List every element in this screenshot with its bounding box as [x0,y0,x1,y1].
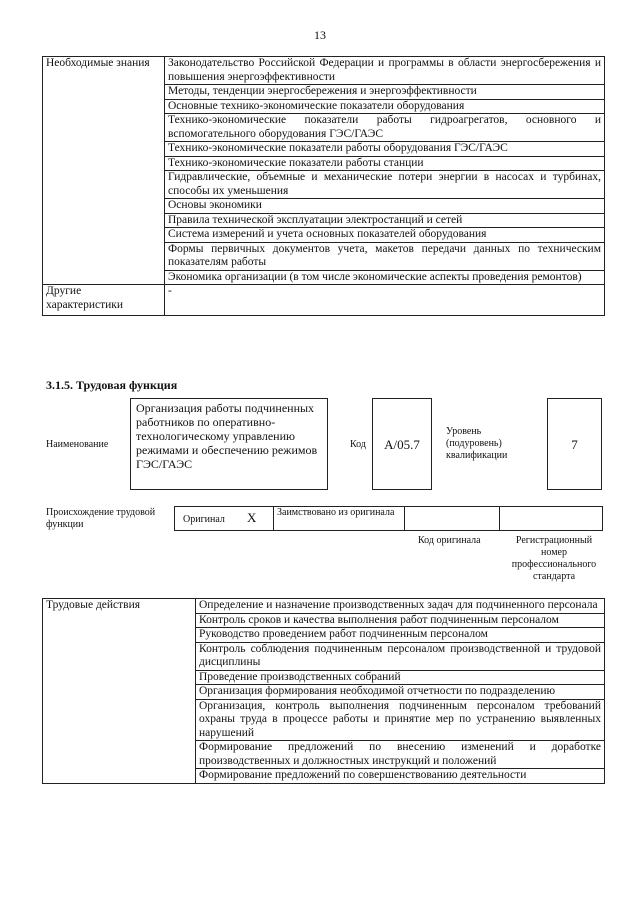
origin-label: Происхождение трудовой функции [46,507,156,530]
page-number: 13 [314,28,326,42]
action-item: Проведение производственных собраний [196,670,605,685]
knowledge-item: - [165,285,605,316]
actions-table [42,598,605,784]
row-label: Необходимые знания [43,57,165,285]
action-item: Контроль соблюдения подчиненным персоналом производственной и трудовой дисциплины [196,642,605,670]
knowledge-item: Технико-экономические показатели работы станции [165,156,605,171]
action-item: Контроль сроков и качества выполнения работ подчиненным персоналом [196,613,605,628]
action-item: Определение и назначение производственных задач для подчиненного персонала [196,599,605,614]
level-box: 7 [547,398,602,490]
knowledge-item: Правила технической эксплуатации электростанций и сетей [165,213,605,228]
knowledge-item: Система измерений и учета основных показателей оборудования [165,228,605,243]
row-label: Другие характеристики [43,285,165,316]
section-title: 3.1.5. Трудовая функция [46,378,178,392]
reg-number-label: Регистрационный номер профессионального стандарта [511,535,597,582]
function-name-box: Организация работы подчиненных работников по оперативно-технологическому управлению режимами и обеспечению режимов ГЭС/ГАЭС [130,398,328,490]
knowledge-item: Основы экономики [165,199,605,214]
action-item: Формирование предложений по совершенствованию деятельности [196,769,605,784]
code-original-label: Код оригинала [418,535,481,546]
row-label: Трудовые действия [43,599,196,784]
divider [499,507,500,530]
code-box: A/05.7 [372,398,432,490]
action-item: Организация, контроль выполнения подчиненным персоналом требований охраны труда в процессе работы и принятие мер по устранению выявленных нарушений [196,699,605,741]
original-label: Оригинал [183,514,225,525]
code-label: Код [350,439,366,450]
action-item: Руководство проведением работ подчиненным персоналом [196,628,605,643]
name-label: Наименование [46,439,109,450]
action-item: Формирование предложений по внесению изменений и доработке производственных и должностных инструкций и положений [196,741,605,769]
origin-row [174,506,603,531]
knowledge-item: Экономика организации (в том числе экономические аспекты проведения ремонтов) [165,270,605,285]
table-row [43,57,605,85]
original-mark: X [247,510,257,525]
table-row [43,285,605,316]
knowledge-item: Технико-экономические показатели работы гидроагрегатов, основного и вспомогательного оборудования ГЭС/ГАЭС [165,114,605,142]
table-row [43,599,605,614]
borrowed-label: Заимствовано из оригинала [277,507,395,518]
action-item: Организация формирования необходимой отчетности по подразделению [196,685,605,700]
knowledge-item: Методы, тенденции энергосбережения и энергоэффективности [165,85,605,100]
knowledge-table [42,56,605,316]
divider [273,507,274,530]
knowledge-item: Технико-экономические показатели работы оборудования ГЭС/ГАЭС [165,142,605,157]
knowledge-item: Основные технико-экономические показатели оборудования [165,99,605,114]
knowledge-item: Законодательство Российской Федерации и программы в области энергосбережения и повышения энергоэффективности [165,57,605,85]
level-label: Уровень (подуровень) квалификации [446,426,508,461]
knowledge-item: Формы первичных документов учета, макетов передачи данных по техническим показателям работы [165,242,605,270]
knowledge-item: Гидравлические, объемные и механические потери энергии в насосах и турбинах, способы их уменьшения [165,171,605,199]
divider [404,507,405,530]
